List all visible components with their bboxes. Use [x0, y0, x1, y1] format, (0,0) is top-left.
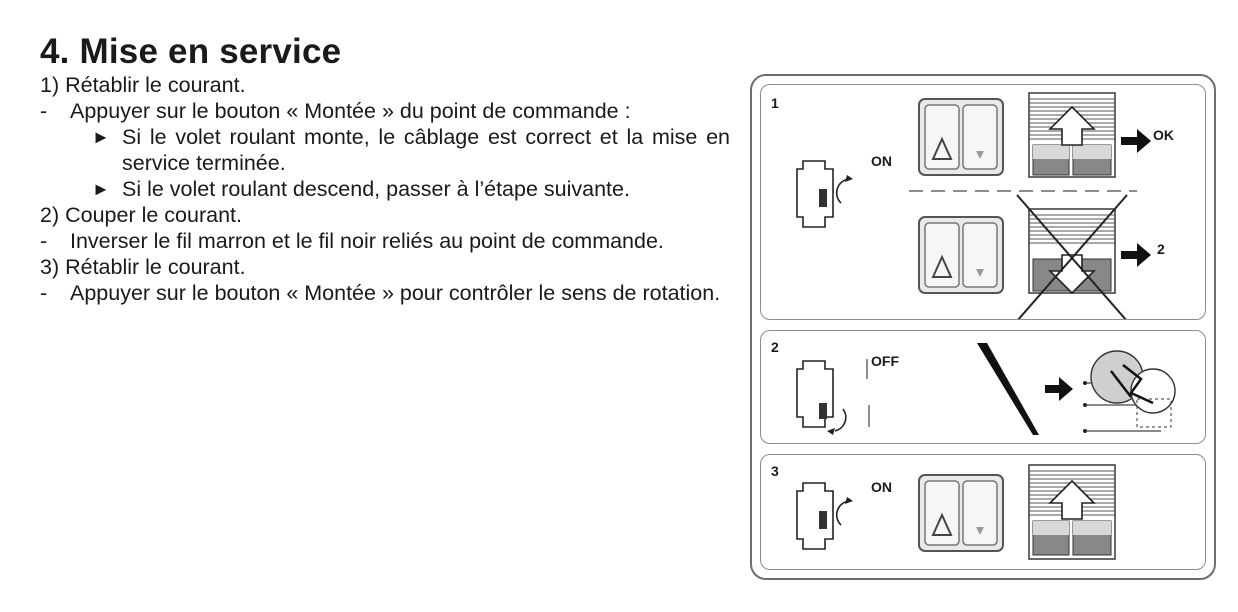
- step-2-instruction: [40, 228, 730, 254]
- arrow-right-icon: [1121, 243, 1151, 267]
- switch-icon: [919, 99, 1003, 175]
- bullet-text: Si le volet roulant monte, le câblage est correct et la mise en service terminée.: [122, 125, 730, 175]
- figure-panel-3: [760, 454, 1206, 570]
- dash-marker: -: [40, 99, 48, 123]
- ok-label: OK: [1153, 127, 1174, 143]
- circuit-breaker-icon: [797, 161, 853, 227]
- rolling-shutter-icon: [1029, 209, 1115, 293]
- step-3-instruction-text: Appuyer sur le bouton « Montée » pour contrôler le sens de rotation.: [70, 281, 721, 305]
- figure-panel-2: [760, 330, 1206, 444]
- panel-1-illustration: [761, 85, 1205, 319]
- bullet-arrow-icon: ►: [92, 179, 110, 199]
- panel-number: 3: [771, 463, 779, 479]
- section-heading: 4. Mise en service: [40, 32, 342, 71]
- switch-icon: [919, 217, 1003, 293]
- commissioning-figure: [750, 74, 1216, 580]
- step-2: 2) Couper le courant.: [40, 203, 242, 227]
- next-step-label: 2: [1157, 241, 1165, 257]
- arrow-right-icon: [1045, 377, 1073, 401]
- panel-number: 2: [771, 339, 779, 355]
- step-1-instruction: [40, 98, 730, 124]
- power-on-label: ON: [871, 479, 892, 495]
- power-on-label: ON: [871, 153, 892, 169]
- step-1: 1) Rétablir le courant.: [40, 73, 246, 97]
- circuit-breaker-icon: [797, 361, 846, 435]
- wiring-icon: [1083, 351, 1175, 433]
- bullet-text: Si le volet roulant descend, passer à l’étape suivante.: [122, 177, 630, 201]
- step-3-instruction: [40, 280, 730, 306]
- rolling-shutter-icon: [1029, 465, 1115, 559]
- instructions-column: [40, 32, 730, 306]
- bullet-item: [92, 124, 730, 176]
- dash-marker: -: [40, 281, 48, 305]
- screwdriver-icon: [977, 343, 1039, 435]
- circuit-breaker-icon: [797, 483, 853, 549]
- panel-number: 1: [771, 95, 779, 111]
- bullet-item: [92, 176, 730, 202]
- rolling-shutter-icon: [1029, 93, 1115, 177]
- figure-panel-1: [760, 84, 1206, 320]
- bullet-arrow-icon: ►: [92, 127, 110, 147]
- dash-marker: -: [40, 229, 48, 253]
- arrow-right-icon: [1121, 129, 1151, 153]
- step-3: 3) Rétablir le courant.: [40, 255, 246, 279]
- step-1-instruction-text: Appuyer sur le bouton « Montée » du point de commande :: [70, 99, 631, 123]
- panel-3-illustration: [761, 455, 1205, 569]
- step-2-instruction-text: Inverser le fil marron et le fil noir reliés au point de commande.: [70, 229, 664, 253]
- switch-icon: [919, 475, 1003, 551]
- power-off-label: OFF: [871, 353, 899, 369]
- panel-2-illustration: [761, 331, 1205, 443]
